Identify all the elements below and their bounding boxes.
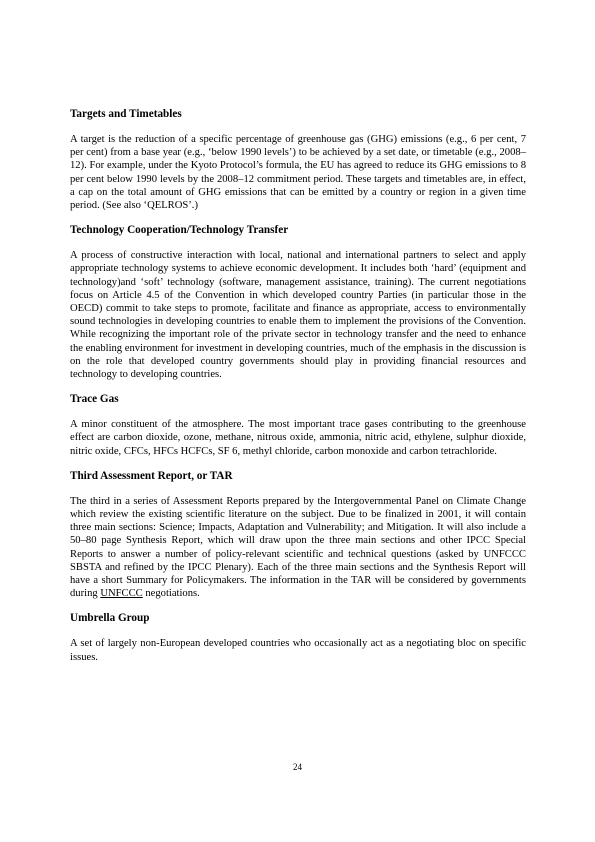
section-heading: Targets and Timetables bbox=[70, 108, 182, 120]
section-body: A target is the reduction of a specific percentage of greenhouse gas (GHG) emissions (e.g., 6 per cent, 7 per cent) from a base year (e.g., ‘below 1990 levels’) to be achieved by a set date, or timetable (e.g., 2008–12). For example, under the Kyoto Protocol’s formula, the EU has agreed to reduce its GHG emissions to 8 per cent below 1990 levels by the 2008–12 commitment period. These targets and timetables are, in effect, a cap on the total amount of GHG emissions that can be emitted by a country or region in a given time period. (See also ‘QELROS’.) bbox=[70, 134, 526, 212]
section-body: A set of largely non-European developed countries who occasionally act as a negotiating bloc on specific issues. bbox=[70, 638, 526, 663]
section-umbrella-group bbox=[70, 611, 526, 663]
page-number: 24 bbox=[293, 762, 302, 772]
body-text-before-link: The third in a series of Assessment Reports prepared by the Intergovernmental Panel on Climate Change which review the existing scientific literature on the subject. Due to be finalized in 2001, it will contain three main sections: Science; Impacts, Adaptation and Vulnerability; and Mitigation. It will also include a 50–80 page Synthesis Report, which will draw upon the three main sections and other IPCC Special Reports to answer a number of policy-relevant scientific and technical questions (asked by UNFCCC SBSTA and refined by the IPCC Plenary). Each of the three main sections and the Synthesis Report will have a short Summary for Policymakers. The information in the TAR will be considered by governments during bbox=[70, 495, 526, 600]
section-technology-transfer bbox=[70, 223, 526, 381]
section-targets-and-timetables bbox=[70, 107, 526, 212]
body-text-after-link: negotiations. bbox=[142, 588, 200, 600]
section-body bbox=[70, 495, 526, 601]
section-trace-gas bbox=[70, 392, 526, 458]
section-heading: Technology Cooperation/Technology Transfer bbox=[70, 224, 289, 237]
section-body: A process of constructive interaction with local, national and international partners to select and apply appropriate technology systems to achieve economic development. It includes both ‘hard’ (equipment and technology)and ‘soft’ technology (software, management assistance, training). The current negotiations focus on Article 4.5 of the Convention in which developed country Parties (in particular those in the OECD) commit to take steps to promote, facilitate and finance as appropriate, access to environmentally sound technologies in developing countries to enable them to implement the provisions of the Convention. While recognizing the important role of the private sector in technology transfer and the need to enhance the enabling environment for investment in developing countries, much of the emphasis in the discussion is on the role that developed country governments should play in providing financial resources and technology to developing countries. bbox=[70, 250, 526, 381]
section-heading: Third Assessment Report, or TAR bbox=[70, 469, 233, 482]
section-heading: Umbrella Group bbox=[70, 612, 150, 625]
document-page bbox=[70, 107, 526, 664]
section-body: A minor constituent of the atmosphere. The most important trace gases contributing to the greenhouse effect are carbon dioxide, ozone, methane, nitrous oxide, ammonia, nitric acid, ethylene, sulphur dioxide, nitric oxide, CFCs, HFCs HCFCs, SF 6, methyl chloride, carbon monoxide and carbon tetrachloride. bbox=[70, 419, 526, 457]
section-third-assessment-report bbox=[70, 469, 526, 601]
unfccc-link[interactable]: UNFCCC bbox=[100, 588, 143, 600]
section-heading: Trace Gas bbox=[70, 393, 119, 406]
